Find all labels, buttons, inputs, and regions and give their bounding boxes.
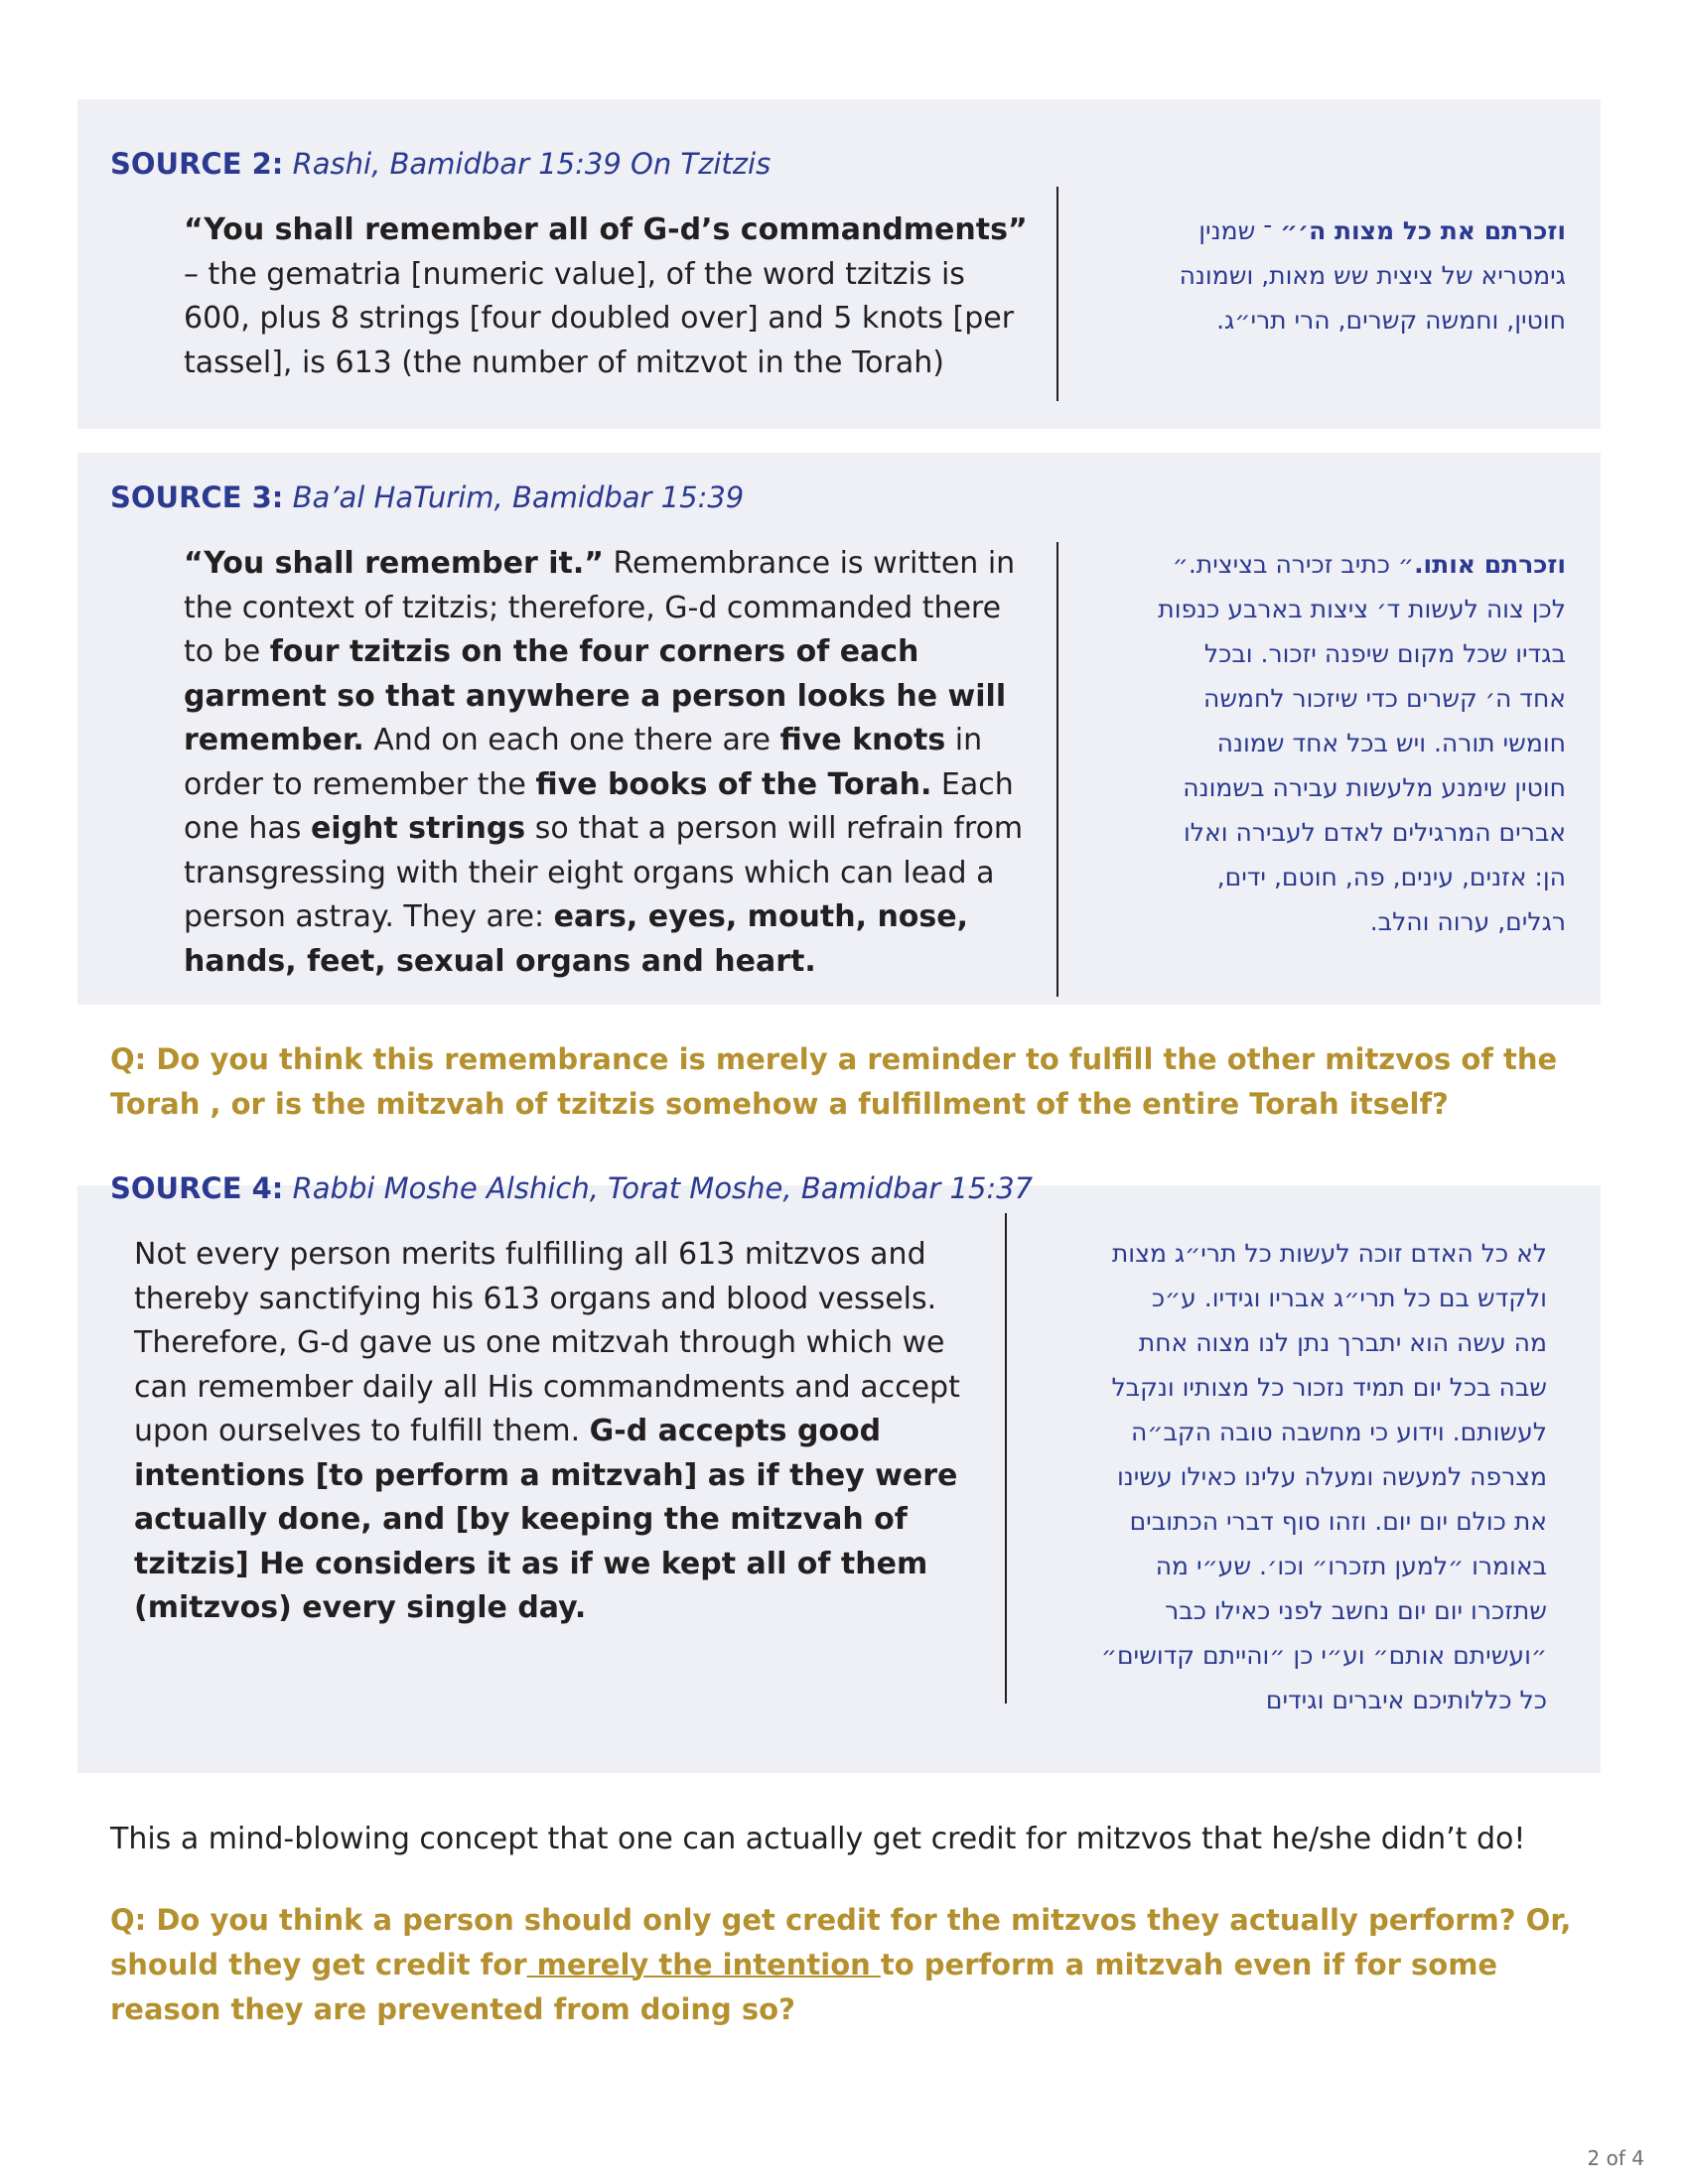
source-3-label: SOURCE 3: (110, 480, 284, 514)
source-2-hebrew (1077, 208, 1566, 342)
source-3-english: “You shall remember it.” Remembrance is written in the context of tzitzis; therefore, G-d commanded there to be four tzitzis on the four corners of each garment so that anywhere a person looks he will remember. And on each one there are five knots in order to remember the five books of the Torah. Each one has eight strings so that a person will refrain from transgressing with their eight organs which can lead a person astray. They are: ears, eyes, mouth, nose, hands, feet, sexual organs and heart. (184, 546, 1024, 979)
hebrew-line: הן: אזנים, עינים, פה, חוטם, ידים, (1216, 863, 1566, 891)
hebrew-line: מצרפה למעשה ומעלה עלינו כאילו עשינו (1116, 1462, 1547, 1491)
hebrew-line: רגלים, ערוה והלב. (1369, 907, 1566, 936)
source-3-hebrew (1077, 542, 1566, 944)
hebrew-line: לעשותם. וידוע כי מחשבה טובה הקב״ה (1131, 1418, 1547, 1446)
hebrew-line: שתזכרו יום יום נחשב לפני כאילו כבר (1165, 1596, 1547, 1625)
source-4-hebrew (1021, 1231, 1547, 1722)
hebrew-line: מה עשה הוא יתברך נתן לנו מצוה אחת (1138, 1328, 1547, 1357)
source-2-label: SOURCE 2: (110, 147, 284, 181)
source-4-divider (1005, 1213, 1007, 1704)
question-2: Q: Do you think a person should only get credit for the mitzvos they actually perform? Or, should they get credit for merely the intention to perform a mitzvah even if for some reason they are prevented from doing so? (110, 1903, 1572, 2026)
hebrew-line: כל כללותיכם איברים וגידים (1265, 1686, 1547, 1714)
source-2-quote: “You shall remember all of G-d’s commandments” (184, 212, 1028, 247)
hebrew-line: אחד ה׳ קשרים כדי שיזכור לחמשה (1202, 684, 1566, 713)
underlined-phrase: merely the intention (526, 1948, 881, 1981)
source-4-citation: Rabbi Moshe Alshich, Torat Moshe, Bamidbar 15:37 (292, 1171, 1034, 1205)
hebrew-line: חוטין שימנע מלעשות עבירה בשמונה (1183, 773, 1566, 802)
source-3-heading (110, 480, 744, 514)
hebrew-line: גימטריא של ציצית שש מאות, ושמונה (1179, 261, 1566, 290)
source-2-divider (1056, 187, 1058, 401)
question-1: Q: Do you think this remembrance is merely a reminder to fulfill the other mitzvos of the Torah , or is the mitzvah of tzitzis somehow a fulfillment of the entire Torah itself? (110, 1042, 1558, 1121)
source-4-english (134, 1233, 988, 1631)
source-4-heading (110, 1171, 1033, 1205)
hebrew-line: אברים המרגילים לאדם לעבירה ואלו (1184, 818, 1566, 847)
source-3-divider (1056, 542, 1058, 997)
hebrew-line: ״ועשיתם אותם״ וע״י כן ״והייתם קדושים״ (1100, 1641, 1547, 1670)
hebrew-line: ולקדש בם כל תרי״ג אבריו וגידיו. ע״כ (1151, 1284, 1547, 1312)
source-3-citation: Ba’al HaTurim, Bamidbar 15:39 (292, 480, 745, 514)
hebrew-line: לא כל האדם זוכה לעשות כל תרי״ג מצות (1111, 1239, 1547, 1268)
source-2-english (184, 208, 1038, 385)
page-number: 2 of 4 (1587, 2146, 1644, 2170)
source-4-bold: G-d accepts good intentions [to perform a mitzvah] as if they were actually done, and [by keeping the mitzvah of tzitzis] He considers it as if we kept all of them (mitzvos) every single day. (134, 1414, 958, 1625)
source-4-plain: Not every person merits fulfilling all 613 mitzvos and thereby sanctifying his 613 organs and blood vessels. Therefore, G-d gave us one mitzvah through which we can remember daily all His commandments and accept upon ourselves to fulfill them. (134, 1237, 960, 1448)
source-4-label: SOURCE 4: (110, 1171, 284, 1205)
hebrew-line: לכן צוה לעשות ד׳ ציצות בארבע כנפות (1158, 595, 1566, 623)
hebrew-line: בגדיו שכל מקום שיפנה יזכור. ובכל (1203, 639, 1566, 668)
hebrew-line: חומשי תורה. ויש בכל אחד שמונה (1216, 729, 1566, 757)
hebrew-line: חוטין, וחמשה קשרים, הרי תרי״ג. (1216, 306, 1566, 335)
source-2-explanation: – the gematria [numeric value], of the word tzitzis is 600, plus 8 strings [four doubled over] and 5 knots [per tassel], is 613 (the number of mitzvot in the Torah) (184, 256, 1015, 380)
hebrew-line: וזכרתם את כל מצות ה׳״ ־ שמנין (1198, 216, 1566, 245)
hebrew-line: באומרו ״למען תזכרו״ וכו׳. שע״י מה (1155, 1552, 1547, 1580)
hebrew-line: וזכרתם אותו.״ כתיב זכירה בציצית.״ (1172, 550, 1566, 579)
concept-statement: This a mind-blowing concept that one can actually get credit for mitzvos that he/she didn’t do! (110, 1822, 1526, 1856)
hebrew-line: את כולם יום יום. וזהו סוף דברי הכתובים (1129, 1507, 1547, 1536)
source-2-heading (110, 147, 771, 181)
hebrew-line: שבה בכל יום תמיד נזכור כל מצותיו ונקבל (1111, 1373, 1547, 1402)
source-2-citation: Rashi, Bamidbar 15:39 On Tzitzis (292, 147, 772, 181)
